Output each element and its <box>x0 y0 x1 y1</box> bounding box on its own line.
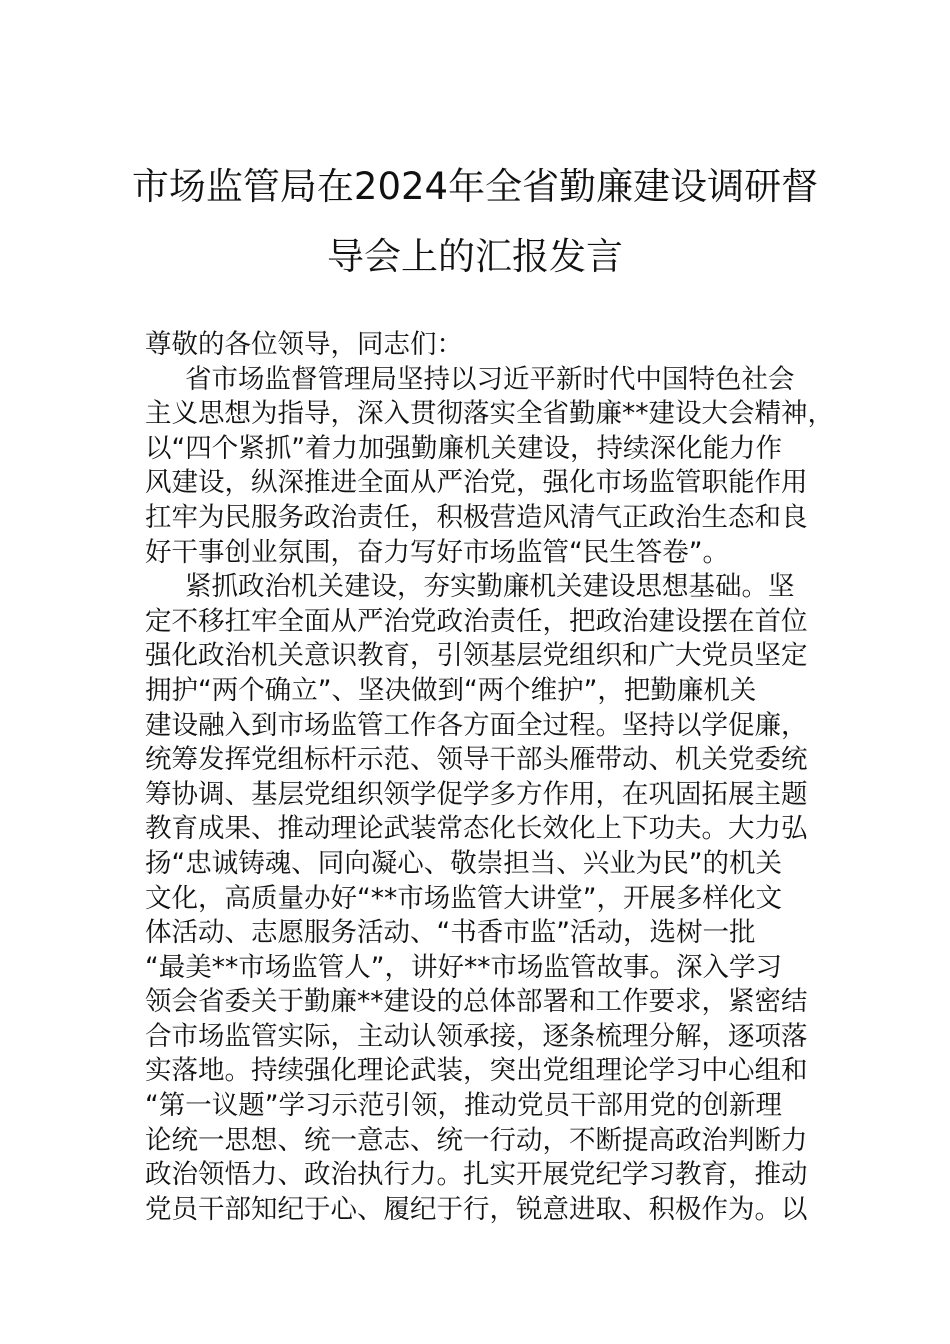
body-text-line: 统筹发挥党组标杆示范、领导干部头雁带动、机关党委统 <box>145 744 808 776</box>
body-text-line: 合市场监管实际，主动认领承接，逐条梳理分解，逐项落 <box>145 1020 808 1052</box>
body-text-line: 文化，高质量办好“**市场监管大讲堂”，开展多样化文 <box>145 882 782 914</box>
body-text-line: 定不移扛牢全面从严治党政治责任，把政治建设摆在首位 <box>145 605 808 637</box>
body-text-line: 主义思想为指导，深入贯彻落实全省勤廉**建设大会精神， <box>145 398 834 430</box>
body-text-line: “第一议题”学习示范引领，推动党员干部用党的创新理 <box>145 1090 782 1122</box>
body-text-line: 领会省委关于勤廉**建设的总体部署和工作要求，紧密结 <box>145 986 808 1018</box>
body-text-line: 强化政治机关意识教育，引领基层党组织和广大党员坚定 <box>145 640 808 672</box>
document-body <box>145 328 835 1227</box>
body-text-line: 省市场监督管理局坚持以习近平新时代中国特色社会 <box>185 363 795 395</box>
body-text-line: 论统一思想、统一意志、统一行动，不断提高政治判断力 <box>145 1124 808 1156</box>
document-title-line-2: 导会上的汇报发言 <box>327 235 623 278</box>
body-text-line: 扛牢为民服务政治责任，积极营造风清气正政治生态和良 <box>145 501 808 533</box>
body-text-line: “最美**市场监管人”，讲好**市场监管故事。深入学习 <box>145 951 782 983</box>
body-text-line: 尊敬的各位领导，同志们： <box>145 329 463 360</box>
body-text-line: 建设融入到市场监管工作各方面全过程。坚持以学促廉， <box>145 709 808 741</box>
body-text-line: 筹协调、基层党组织领学促学多方作用，在巩固拓展主题 <box>145 778 808 810</box>
body-text-line: 实落地。持续强化理论武装，突出党组理论学习中心组和 <box>145 1055 808 1087</box>
body-text-line: 教育成果、推动理论武装常态化长效化上下功夫。大力弘 <box>145 813 808 845</box>
body-text-line: 紧抓政治机关建设，夯实勤廉机关建设思想基础。坚 <box>185 571 795 603</box>
document-title-line-1: 市场监管局在2024年全省勤廉建设调研督 <box>131 165 819 208</box>
body-text-line: 体活动、志愿服务活动、“书香市监”活动，选树一批 <box>145 917 756 949</box>
body-text-line: 以“四个紧抓”着力加强勤廉机关建设，持续深化能力作 <box>145 432 782 464</box>
body-text-line: 风建设，纵深推进全面从严治党，强化市场监管职能作用 <box>145 467 808 499</box>
body-text-line: 党员干部知纪于心、履纪于行，锐意进取、积极作为。以 <box>145 1193 808 1225</box>
body-text-line: 扬“忠诚铸魂、同向凝心、敬崇担当、兴业为民”的机关 <box>145 847 782 879</box>
body-text-line: 政治领悟力、政治执行力。扎实开展党纪学习教育，推动 <box>145 1159 808 1191</box>
body-text-line: 好干事创业氛围，奋力写好市场监管“民生答卷”。 <box>145 536 729 568</box>
body-text-line: 拥护“两个确立”、坚决做到“两个维护”，把勤廉机关 <box>145 674 757 706</box>
